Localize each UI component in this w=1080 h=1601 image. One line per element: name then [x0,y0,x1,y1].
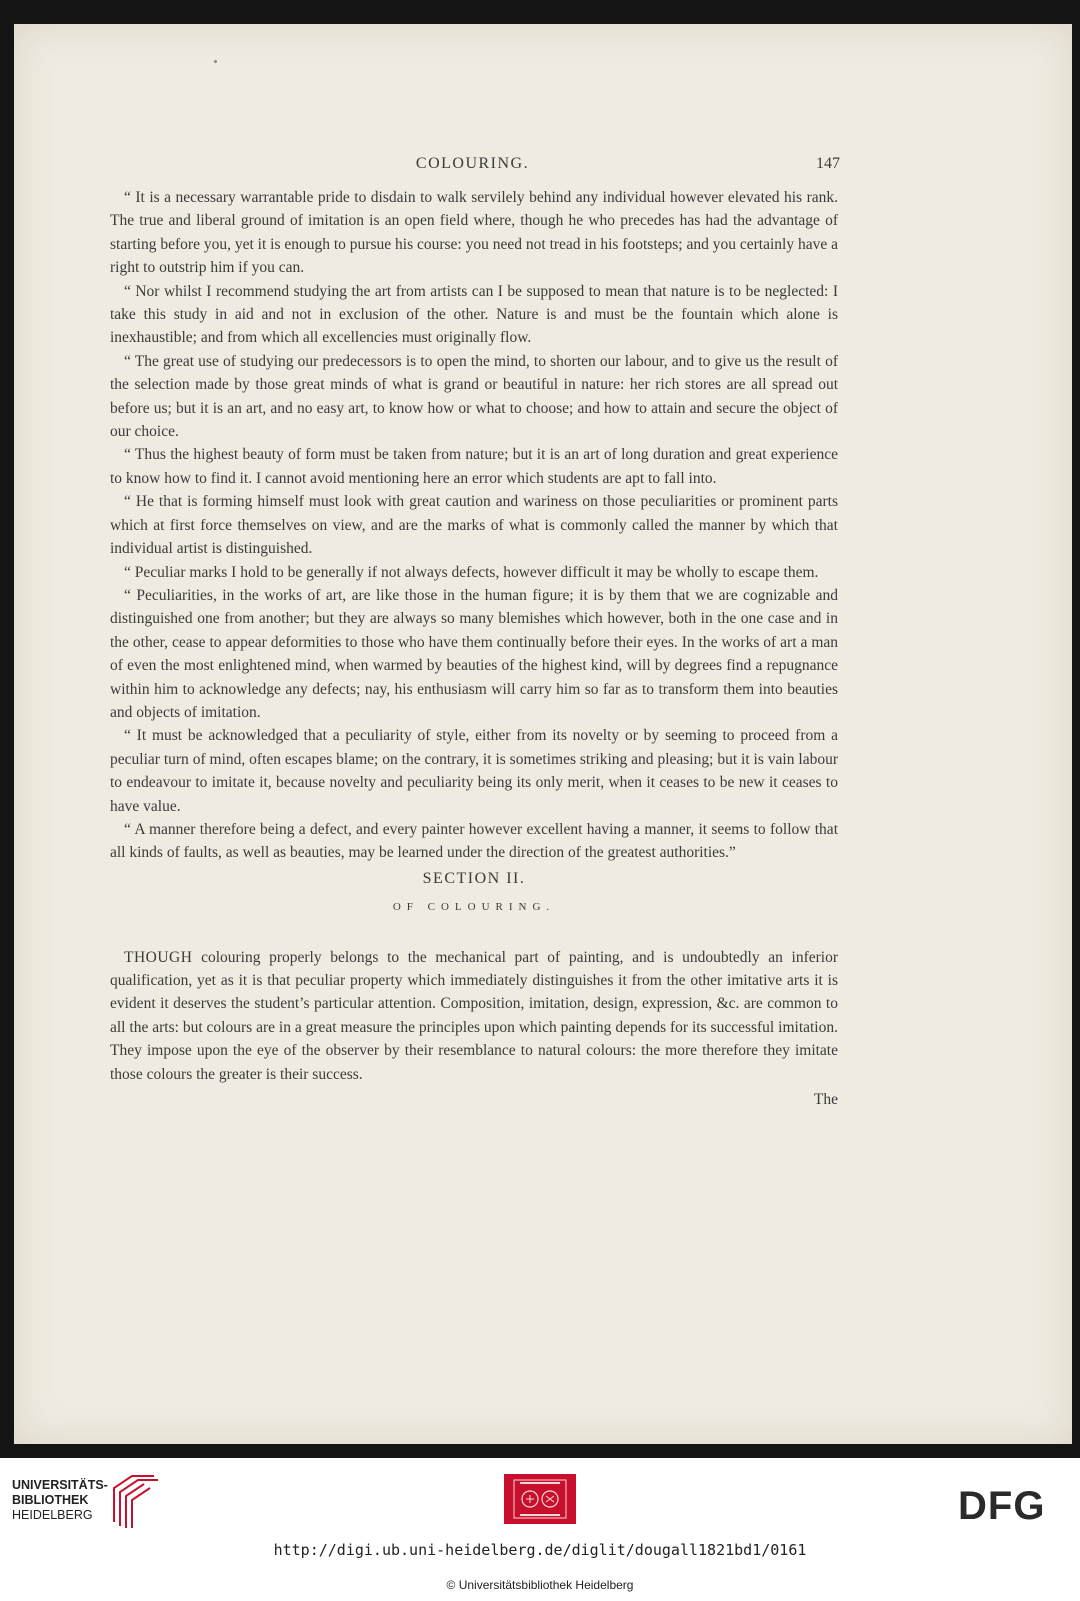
paragraph: “ Peculiar marks I hold to be generally if not always defects, however difficult it may be wholly to escape them. [124,563,819,581]
page-number: 147 [816,155,840,172]
paragraph: “ It is a necessary warrantable pride to disdain to walk servilely behind any individual however elevated his rank. The true and liberal ground of imitation is an open field where, though he who precedes has had the advantage of starting before you, yet it is enough to pursue his course: you need not tread in his footsteps; and you certainly have a right to outstrip him if you can. [110,189,838,277]
emblem-logo[interactable] [504,1474,576,1524]
paragraph: “ It must be acknowledged that a peculiarity of style, either from its novelty or by seeming to proceed from a peculiar turn of mind, often escapes blame; on the contrary, it is sometimes striking and pleasing; but it is vain labour to endeavour to imitate it, because novelty and peculiarity being its only merit, when it ceases to be new it ceases to have value. [110,727,838,815]
dfg-logo[interactable]: DFG [958,1484,1046,1528]
section-heading: SECTION II. [422,869,526,887]
running-title: COLOURING. [415,155,530,172]
paragraph: “ The great use of studying our predecessors is to open the mind, to shorten our labour, and to give us the result of the selection made by those great minds of what is grand or beautiful in nature: her rich stores are all spread out before us; but it is an art, and no easy art, to know how or what to choose; and how to attain and secure the object of our choice. [110,352,838,441]
permalink-url[interactable]: http://digi.ub.uni-heidelberg.de/diglit/dougall1821bd1/0161 [273,1541,807,1559]
section-subheading: OF COLOURING. [392,901,556,914]
library-logo-line: HEIDELBERG [12,1508,93,1522]
paragraph: “ He that is forming himself must look with great caution and wariness on those peculiarities or prominent parts which at first force themselves on view, and are the marks of what is commonly called the manner by which that individual artist is distinguished. [110,493,838,558]
paragraph: “ A manner therefore being a defect, and every painter however excellent having a manner, it seems to follow that all kinds of faults, as well as beauties, may be learned under the direction of the greatest authorities.” [110,820,838,862]
section-paragraph [110,946,838,1086]
paragraph: “ Peculiarities, in the works of art, are like those in the human figure; it is by them that we are cognizable and distinguished one from another; but they are always so many blemishes which however, both in the one case and in the other, cease to appear deformities to those who have them continually before their eyes. In the works of art a man of even the most enlightened mind, when warmed by beauties of the highest kind, will by degrees find a repugnance within him to acknowledge any defects; nay, his enthusiasm will carry him so far as to transform them into beauties and objects of imitation. [110,586,838,721]
emblem-icon [504,1474,576,1524]
paper-speck [214,60,217,63]
copyright-notice: © Universitätsbibliothek Heidelberg [446,1578,634,1592]
paragraph: “ Thus the highest beauty of form must be taken from nature; but it is an art of long duration and great experience to know how to find it. I cannot avoid mentioning here an error which students are apt to fall into. [110,446,838,487]
library-logo-line: BIBLIOTHEK [12,1493,89,1507]
body-text [110,186,838,1111]
section-paragraph-text: colouring properly belongs to the mechanical part of painting, and is undoubtedly an inferior qualification, yet as it is that peculiar property which immediately distinguishes it from the other imitative arts it is evident it deserves the student’s particular attention. Composition, imitation, design, expression, &c. are common to all the arts: but colours are in a great measure the principles upon which painting depends for its successful imitation. They impose upon the eye of the observer by their resemblance to natural colours: the more therefore they imitate those colours the greater is their success. [110,948,838,1083]
library-logo-line: UNIVERSITÄTS- [12,1478,108,1492]
paragraph: “ Nor whilst I recommend studying the art from artists can I be supposed to mean that nature is to be neglected: I take this study in aid and not in exclusion of the other. Nature is and must be the fountain which alone is inexhaustible; and from which all excellencies must originally flow. [110,282,838,347]
catchword: The [813,1091,838,1109]
university-library-logo[interactable] [12,1472,162,1532]
lead-word: THOUGH [124,948,193,966]
viewer-footer [0,1458,1080,1601]
library-mark-icon [108,1472,160,1530]
library-logo-text [12,1478,108,1523]
